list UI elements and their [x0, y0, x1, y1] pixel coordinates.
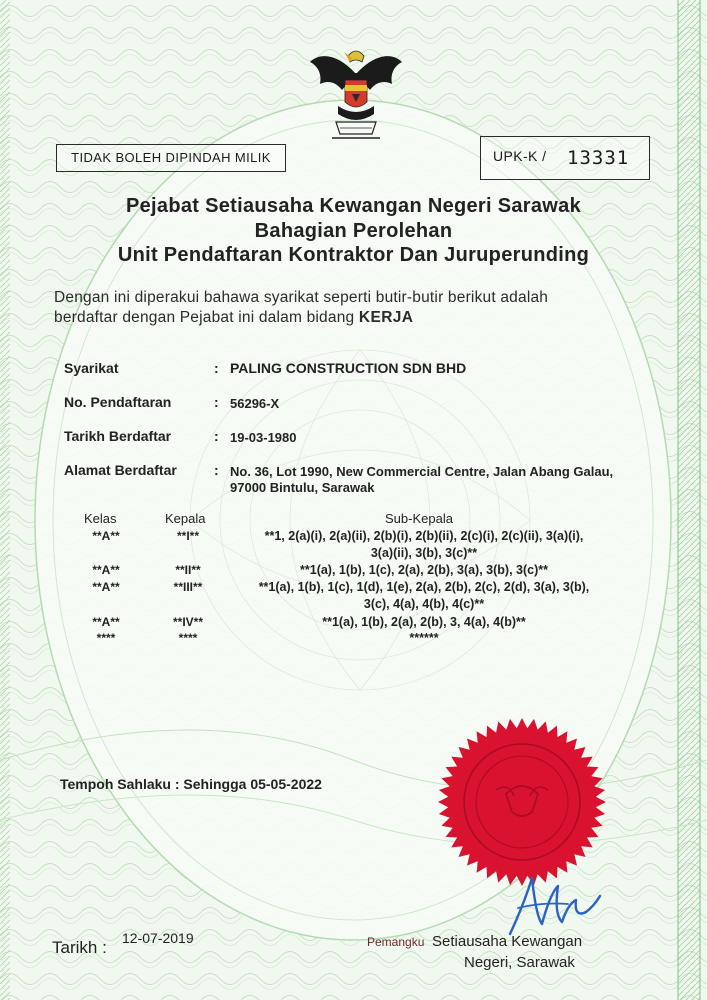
office-line-2: Negeri, Sarawak: [464, 954, 575, 971]
office-line-1: Setiausaha Kewangan: [432, 933, 583, 950]
row-4-kepala: **IV**: [172, 615, 204, 629]
row-1-sub-line-1: **1, 2(a)(i), 2(a)(ii), 2(b)(i), 2(b)(ii), 2(c)(i), 2(c)(ii), 3(a)(i),: [264, 529, 584, 543]
address-colon: :: [214, 462, 219, 478]
registration-no-value: 56296-X: [230, 396, 280, 411]
company-value: PALING CONSTRUCTION SDN BHD: [230, 360, 467, 376]
row-4-sub-line-1: **1(a), 1(b), 2(a), 2(b), 3, 4(a), 4(b)**: [322, 615, 526, 629]
row-5-sub-line-1: ******: [409, 631, 439, 645]
reference-number: 13331: [567, 147, 630, 169]
registration-date-value: 19-03-1980: [230, 430, 297, 445]
registration-date-label: Tarikh Berdaftar: [64, 428, 172, 444]
address-line-1: No. 36, Lot 1990, New Commercial Centre, Jalan Abang Galau,: [230, 464, 614, 479]
company-colon: :: [214, 360, 219, 376]
acting-label: Pemangku: [367, 935, 425, 949]
row-2-sub-line-1: **1(a), 1(b), 1(c), 2(a), 2(b), 3(a), 3(b), 3(c)**: [300, 563, 548, 577]
registration-no-colon: :: [214, 394, 219, 410]
row-2-kelas: **A**: [92, 563, 120, 577]
row-2-kepala: **II**: [175, 563, 201, 577]
transfer-notice-box: [56, 144, 286, 172]
address-label: Alamat Berdaftar: [64, 462, 177, 478]
row-5-kelas: ****: [96, 631, 116, 645]
reference-box: [480, 136, 650, 180]
official-seal-icon: [436, 716, 608, 888]
row-1-kelas: **A**: [92, 529, 120, 543]
kelas-header: Kelas: [84, 511, 117, 526]
row-5-kepala: ****: [178, 631, 198, 645]
registration-date-colon: :: [214, 428, 219, 444]
transfer-notice: TIDAK BOLEH DIPINDAH MILIK: [71, 150, 271, 165]
registration-field: KERJA: [358, 309, 414, 326]
row-3-kelas: **A**: [92, 580, 120, 594]
validity-period: Tempoh Sahlaku : Sehingga 05-05-2022: [60, 776, 322, 792]
row-1-kepala: **I**: [176, 529, 199, 543]
title-line-1: Pejabat Setiausaha Kewangan Negeri Sarawak: [125, 195, 581, 217]
row-1-sub-line-2: 3(a)(ii), 3(b), 3(c)**: [370, 546, 478, 560]
intro-line-2-text: berdaftar dengan Pejabat ini dalam bidang: [54, 309, 355, 326]
company-label: Syarikat: [64, 360, 119, 376]
title-line-2: Bahagian Perolehan: [254, 220, 453, 242]
sub-kepala-header: Sub-Kepala: [385, 511, 453, 526]
row-4-kelas: **A**: [92, 615, 120, 629]
title-line-3: Unit Pendaftaran Kontraktor Dan Juruperunding: [117, 244, 590, 266]
date-label: Tarikh :: [52, 938, 107, 957]
intro-line-2: [54, 309, 654, 327]
intro-line-1: Dengan ini diperakui bahawa syarikat seperti butir-butir berikut adalah: [54, 289, 549, 306]
date-value: 12-07-2019: [122, 930, 194, 946]
row-3-sub-line-2: 3(c), 4(a), 4(b), 4(c)**: [363, 597, 485, 611]
row-3-sub-line-1: **1(a), 1(b), 1(c), 1(d), 1(e), 2(a), 2(b), 2(c), 2(d), 3(a), 3(b),: [258, 580, 590, 594]
kepala-header: Kepala: [165, 511, 206, 526]
row-3-kepala: **III**: [173, 580, 203, 594]
reference-prefix: UPK-K /: [493, 148, 547, 164]
registration-no-label: No. Pendaftaran: [64, 394, 172, 410]
sarawak-coat-of-arms-icon: [308, 44, 404, 152]
address-line-2: 97000 Bintulu, Sarawak: [230, 480, 375, 495]
